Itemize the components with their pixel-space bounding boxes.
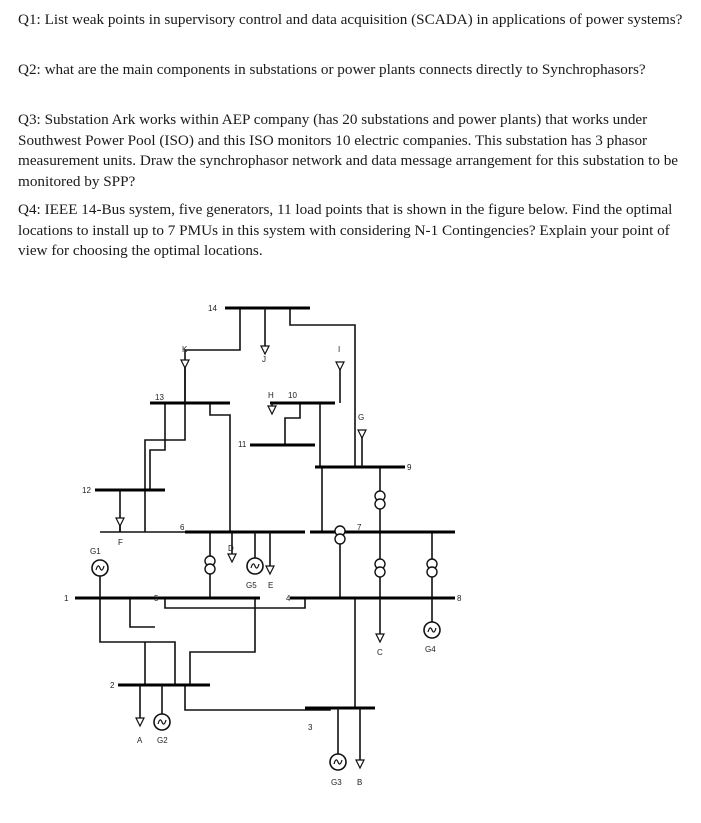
question-2: Q2: what are the main components in substations or power plants connects directly to Synchrophasors? bbox=[18, 61, 646, 78]
line-2-3 bbox=[185, 685, 330, 710]
load-a bbox=[136, 718, 144, 726]
ieee-14-bus-diagram bbox=[0, 290, 701, 810]
question-3: Q3: Substation Ark works within AEP company (has 20 substations and power plants) that works under Southwest Power Pool (ISO) and this ISO monitors 10 electric companies. This substation has 3 phasor measurement units. Draw the synchrophasor network and data message arrangement for this substation to be monitored by SPP? bbox=[18, 111, 679, 190]
label-load-k: K bbox=[182, 345, 188, 354]
load-i bbox=[336, 362, 344, 370]
generator-labels bbox=[90, 547, 436, 787]
label-g2: G2 bbox=[157, 736, 168, 745]
label-bus-12: 12 bbox=[82, 486, 91, 495]
label-bus-6: 6 bbox=[180, 523, 185, 532]
transformer-7-9 bbox=[375, 559, 385, 577]
load-h bbox=[268, 406, 276, 414]
label-load-f: F bbox=[118, 538, 123, 547]
label-bus-13: 13 bbox=[155, 393, 164, 402]
transformers bbox=[205, 491, 437, 577]
question-1: Q1: List weak points in supervisory control and data acquisition (SCADA) in applications of power systems? bbox=[18, 11, 683, 28]
label-g5: G5 bbox=[246, 581, 257, 590]
line-1-2 bbox=[100, 598, 175, 685]
label-bus-14: 14 bbox=[208, 304, 217, 313]
label-bus-5: 5 bbox=[154, 594, 159, 603]
label-bus-9: 9 bbox=[407, 463, 412, 472]
load-b bbox=[356, 760, 364, 768]
label-load-e: E bbox=[268, 581, 274, 590]
transformer-4-9 bbox=[375, 491, 385, 509]
load-k bbox=[181, 360, 189, 368]
transformer-7-8 bbox=[427, 559, 437, 577]
label-bus-2: 2 bbox=[110, 681, 115, 690]
line-2-4 bbox=[190, 598, 255, 685]
label-load-g: G bbox=[358, 413, 365, 422]
label-load-c: C bbox=[377, 648, 383, 657]
line-12-13 bbox=[150, 403, 165, 490]
load-f bbox=[116, 518, 124, 526]
transformer-4-7 bbox=[335, 526, 345, 544]
line-6-11 bbox=[210, 403, 230, 532]
line-13-14 bbox=[185, 308, 240, 403]
label-g1: G1 bbox=[90, 547, 101, 556]
label-g3: G3 bbox=[331, 778, 342, 787]
buses bbox=[75, 308, 455, 708]
load-g bbox=[358, 430, 366, 438]
label-bus-7: 7 bbox=[357, 523, 362, 532]
label-bus-3: 3 bbox=[308, 723, 313, 732]
transformer-5-6 bbox=[205, 556, 215, 574]
load-d bbox=[228, 554, 236, 562]
line-11-10 bbox=[285, 403, 300, 445]
label-g4: G4 bbox=[425, 645, 436, 654]
question-4: Q4: IEEE 14-Bus system, five generators, 11 load points that is shown in the figure below. Find the optimal locations to install up to 7 PMUs in this system with considering N-1 Contingencies? Explain your point of view for choosing the optimal locations. bbox=[18, 201, 673, 259]
load-j bbox=[261, 346, 269, 354]
label-load-a: A bbox=[137, 736, 143, 745]
label-load-j: J bbox=[262, 355, 266, 364]
label-load-d: D bbox=[228, 544, 234, 553]
line-14-9 bbox=[290, 308, 355, 467]
label-bus-10: 10 bbox=[288, 391, 297, 400]
load-e bbox=[266, 566, 274, 574]
label-bus-8: 8 bbox=[457, 594, 462, 603]
line-1-5 bbox=[130, 598, 155, 627]
label-load-h: H bbox=[268, 391, 274, 400]
label-load-i: I bbox=[338, 345, 341, 354]
label-bus-4: 4 bbox=[286, 594, 291, 603]
label-bus-1: 1 bbox=[64, 594, 69, 603]
load-c bbox=[376, 634, 384, 642]
label-load-b: B bbox=[357, 778, 363, 787]
label-bus-11: 11 bbox=[238, 440, 247, 449]
